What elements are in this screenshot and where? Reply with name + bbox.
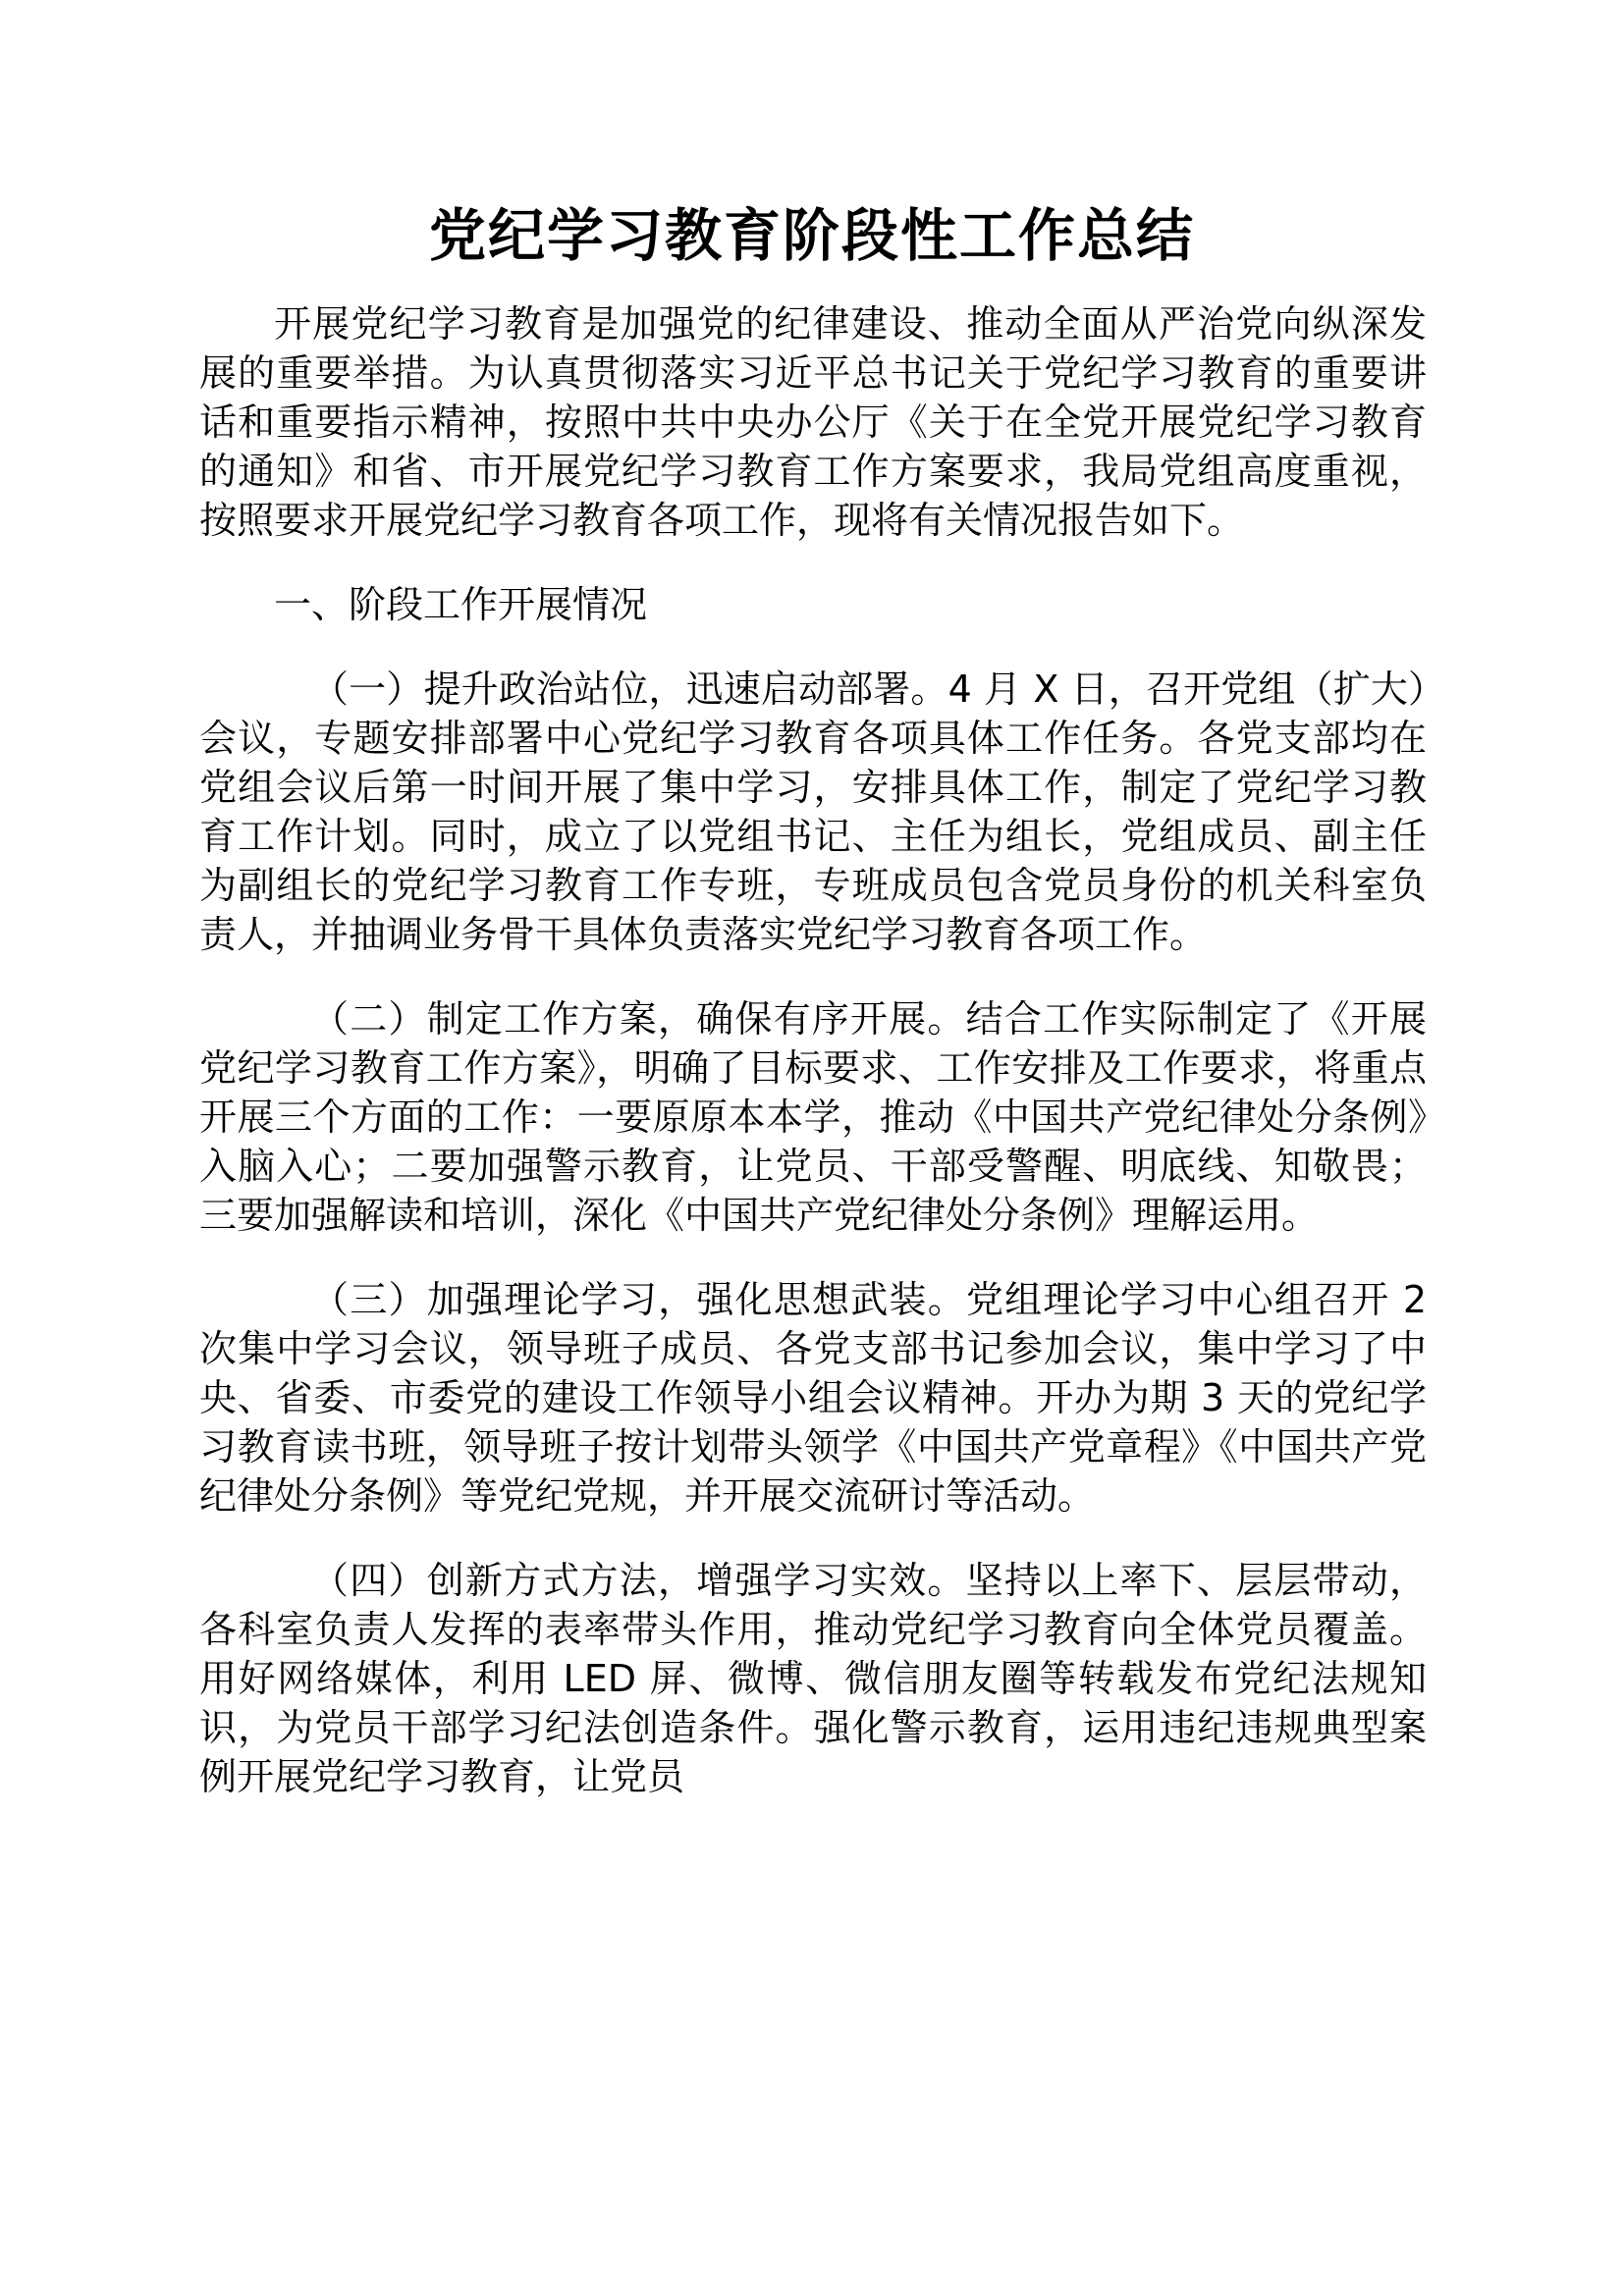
- document-body: [199, 299, 1427, 1837]
- paragraph-item-3: （三）加强理论学习，强化思想武装。党组理论学习中心组召开 2 次集中学习会议，领导班子成员、各党支部书记参加会议，集中学习了中央、省委、市委党的建设工作领导小组会议精神。开办为期 3 天的党纪学习教育读书班，领导班子按计划带头领学《中国共产党章程》《中国共产党纪律处分条例》等党纪党规，并开展交流研讨等活动。: [199, 1278, 1427, 1518]
- document-title: 党纪学习教育阶段性工作总结: [428, 202, 1195, 269]
- paragraph-item-2: （二）制定工作方案，确保有序开展。结合工作实际制定了《开展党纪学习教育工作方案》，明确了目标要求、工作安排及工作要求，将重点开展三个方面的工作：一要原原本本学，推动《中国共产党纪律处分条例》入脑入心；二要加强警示教育，让党员、干部受警醒、明底线、知敬畏；三要加强解读和培训，深化《中国共产党纪律处分条例》理解运用。: [199, 997, 1427, 1237]
- intro-paragraph: 开展党纪学习教育是加强党的纪律建设、推动全面从严治党向纵深发展的重要举措。为认真贯彻落实习近平总书记关于党纪学习教育的重要讲话和重要指示精神，按照中共中央办公厅《关于在全党开展党纪学习教育的通知》和省、市开展党纪学习教育工作方案要求，我局党组高度重视，按照要求开展党纪学习教育各项工作，现将有关情况报告如下。: [199, 302, 1427, 542]
- section-heading: 一、阶段工作开展情况: [274, 583, 648, 626]
- paragraph-item-4: （四）创新方式方法，增强学习实效。坚持以上率下、层层带动，各科室负责人发挥的表率带头作用，推动党纪学习教育向全体党员覆盖。用好网络媒体，利用 LED 屏、微博、微信朋友圈等转载发布党纪法规知识，为党员干部学习纪法创造条件。强化警示教育，运用违纪违规典型案例开展党纪学习教育，让党员: [199, 1559, 1427, 1798]
- paragraph-item-1: （一）提升政治站位，迅速启动部署。4 月 X 日，召开党组（扩大）会议，专题安排部署中心党纪学习教育各项具体工作任务。各党支部均在党组会议后第一时间开展了集中学习，安排具体工作，制定了党纪学习教育工作计划。同时，成立了以党组书记、主任为组长，党组成员、副主任为副组长的党纪学习教育工作专班，专班成员包含党员身份的机关科室负责人，并抽调业务骨干具体负责落实党纪学习教育各项工作。: [199, 667, 1427, 956]
